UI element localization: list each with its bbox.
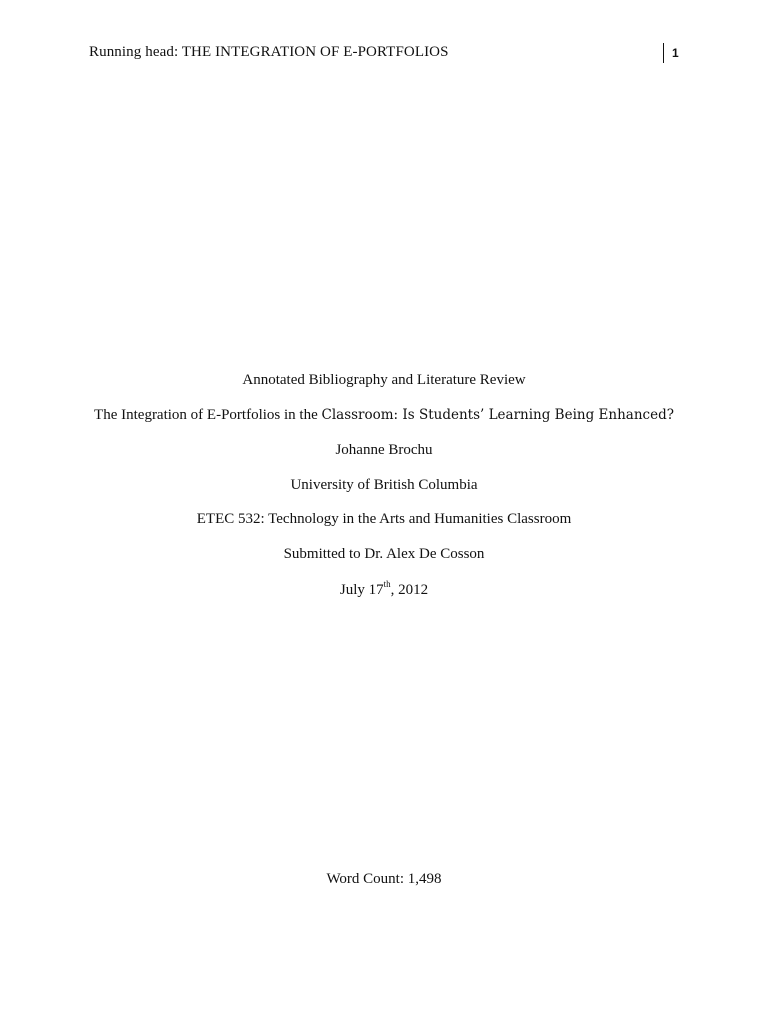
- subtitle-part-1: The Integration of E-Portfolios in the: [94, 407, 322, 423]
- institution-name: University of British Columbia: [290, 477, 478, 493]
- document-subtitle: [0, 407, 768, 424]
- page-number-block: [663, 43, 679, 63]
- submitted-to: Submitted to Dr. Alex De Cosson: [283, 546, 485, 562]
- document-title: Annotated Bibliography and Literature Review: [242, 372, 526, 388]
- page-number: 1: [672, 46, 679, 60]
- date-ordinal-suffix: th: [383, 579, 391, 589]
- subtitle-part-2: Classroom: Is Students’ Learning Being Enhanced?: [321, 407, 674, 423]
- submission-date: [0, 580, 768, 599]
- word-count: Word Count: 1,498: [326, 871, 442, 887]
- running-head: Running head: THE INTEGRATION OF E-PORTFOLIOS: [89, 44, 449, 60]
- date-prefix: July 17: [339, 582, 384, 598]
- page-number-divider: [663, 43, 664, 63]
- date-rest: , 2012: [390, 582, 429, 598]
- author-name: Johanne Brochu: [335, 442, 433, 458]
- course-name: ETEC 532: Technology in the Arts and Humanities Classroom: [196, 511, 572, 527]
